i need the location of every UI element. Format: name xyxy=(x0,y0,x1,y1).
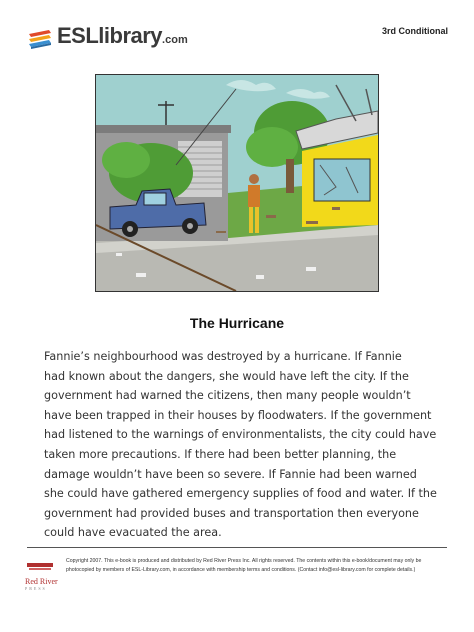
story-paragraph xyxy=(44,347,440,543)
story-line: government had warned the citizens, then many people wouldn’t xyxy=(44,389,411,403)
lesson-topic: 3rd Conditional xyxy=(382,26,448,36)
story-line: had listened to the warnings of environmentalists, the city could have xyxy=(44,428,437,442)
story-line: government had provided buses and transportation then everyone xyxy=(44,506,419,520)
story-line: taken more precautions. If there had been better planning, the xyxy=(44,447,397,461)
story-line: have been trapped in their houses by floodwaters. If the government xyxy=(44,408,432,422)
story-line: had known about the dangers, she would have left the city. If the xyxy=(44,369,409,383)
publisher-name: Red River xyxy=(25,577,58,586)
footer-divider xyxy=(27,547,447,548)
brand-suffix: .com xyxy=(162,34,188,46)
publisher-sub: PRESS xyxy=(25,586,47,591)
copyright-notice xyxy=(66,557,446,575)
copyright-line: photocopied by members of ESL-Library.com, in accordance with membership terms and conditions. (Contact info@esl-library.com for complete details.) xyxy=(66,567,416,573)
story-line: damage wouldn’t have been so severe. If Fannie had been warned xyxy=(44,467,417,481)
story-line: Fannie’s neighbourhood was destroyed by a hurricane. If Fannie xyxy=(44,350,402,363)
copyright-line: Copyright 2007. This e-book is produced and distributed by Red River Press Inc. All rights reserved. The contents within this e-book/document may only be xyxy=(66,558,422,564)
story-line: she could have gathered emergency supplies of food and water. If the xyxy=(44,487,437,501)
hurricane-illustration xyxy=(95,74,379,292)
publisher-logo xyxy=(25,556,61,591)
brand-logo xyxy=(27,24,188,52)
brand-name: ESLlibrary xyxy=(57,23,163,48)
story-title: The Hurricane xyxy=(189,315,285,331)
story-line: could have evacuated the area. xyxy=(44,526,222,540)
red-river-press-icon xyxy=(25,561,55,571)
stacked-books-icon xyxy=(27,26,53,52)
